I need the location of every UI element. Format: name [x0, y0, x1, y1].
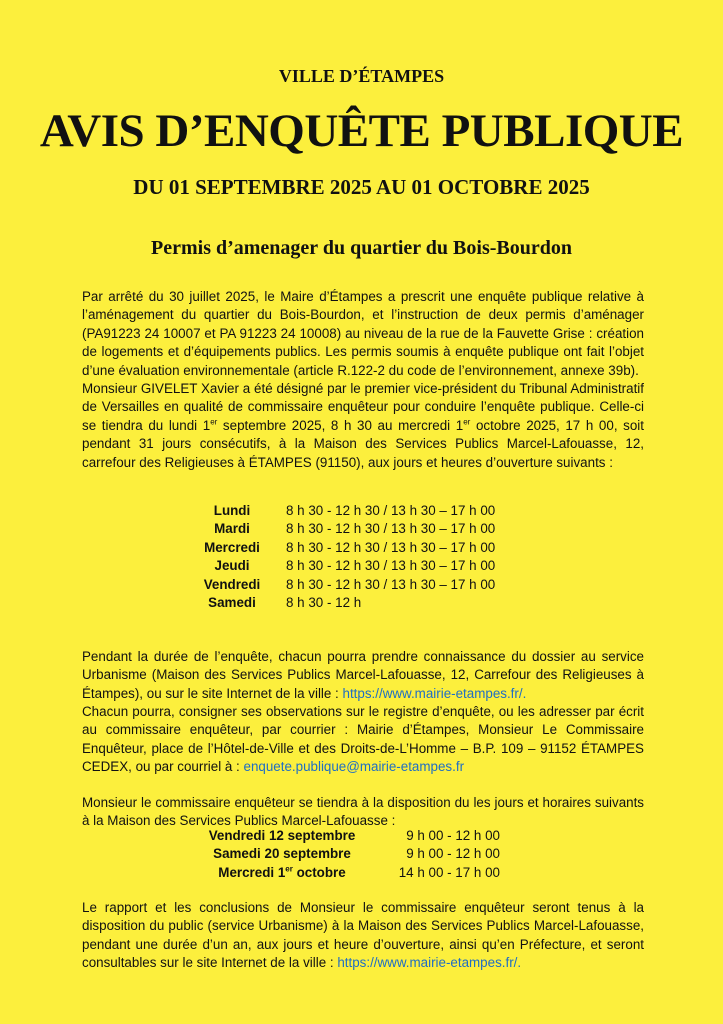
day-label: Vendredi: [203, 576, 261, 592]
consultation-paragraph: [82, 648, 644, 703]
permanence-day: Vendredi 12 septembre: [208, 828, 356, 843]
hours-value: 8 h 30 - 12 h 30 / 13 h 30 – 17 h 00: [286, 539, 496, 555]
table-row: [200, 845, 500, 863]
hours-value: 8 h 30 - 12 h 30 / 13 h 30 – 17 h 00: [286, 503, 496, 518]
inquiry-dates: DU 01 SEPTEMBRE 2025 AU 01 OCTOBRE 2025: [133, 175, 590, 199]
permanence-table: [200, 827, 500, 882]
intro-text-1: Par arrêté du 30 juillet 2025, le Maire d’Étampes a prescrit une enquête publique relative à l’aménagement du quartier du Bois-Bourdon, et l’instruction de deux permis d’aménager (PA91223 24 10007 et PA 91223 24 10008) au niveau de la rue de la Fauvette Grise : création de logements et d’équipements publics. Les permis soumis à enquête publique ont fait l’objet d’une évaluation environnementale (article R.122-2 du code de l’environnement, annexe 39b).: [82, 289, 644, 378]
commissioner-text-b: septembre 2025, 8 h 30 au mercredi 1: [217, 417, 464, 433]
page-title: AVIS D’ENQUÊTE PUBLIQUE: [39, 105, 684, 157]
hours-value: 8 h 30 - 12 h 30 / 13 h 30 – 17 h 00: [286, 558, 496, 574]
consultation-text: Pendant la durée de l’enquête, chacun pourra prendre connaissance du dossier au service Urbanisme (Maison des Services Publics Marcel-Lafouasse, 12, Carrefour des Religieuses à Étampes), ou sur le site Internet de la ville :: [82, 649, 644, 701]
commissioner-text-c: octobre 2025, 17 h 00, soit pendant 31 jours consécutifs, à la Maison des Services Publics Marcel-Lafouasse, 12, carrefour des Religieuses à ÉTAMPES (91150), aux jours et heures d’ouverture suivants :: [82, 417, 644, 470]
inquiry-subject: Permis d’amenager du quartier du Bois-Bourdon: [151, 237, 572, 259]
intro-paragraph: [82, 288, 644, 380]
city-heading: VILLE D’ÉTAMPES: [278, 66, 445, 86]
website-link[interactable]: https://www.mairie-etampes.fr/.: [342, 685, 527, 701]
availability-paragraph: [82, 794, 644, 831]
permanence-day: Mercredi 1er octobre: [218, 864, 346, 880]
table-row: [196, 594, 495, 612]
day-label: Lundi: [213, 503, 251, 518]
table-row: [196, 557, 495, 575]
commissioner-text-a: Monsieur GIVELET Xavier a été désigné par le premier vice-président du Tribunal Administratif de Versailles en qualité de commissaire enquêteur pour conduire l’enquête publique. Celle-ci se tiendra du lundi 1: [82, 381, 644, 433]
observations-text: Chacun pourra, consigner ses observations sur le registre d’enquête, ou les adresser par écrit au commissaire enquêteur, par courrier : Mairie d’Étampes, Monsieur Le Commissaire Enquêteur, place de l’Hôtel-de-Ville et des Droits-de-L’Homme – B.P. 109 – 91152 ÉTAMPES CEDEX, ou par courriel à :: [82, 704, 644, 775]
permanence-day: Samedi 20 septembre: [213, 846, 351, 862]
email-link[interactable]: enquete.publique@mairie-etampes.fr: [243, 759, 465, 775]
opening-hours-table: [196, 502, 495, 612]
day-label: Mardi: [214, 521, 250, 537]
hours-value: 8 h 30 - 12 h: [286, 595, 362, 611]
day-label: Mercredi: [204, 539, 260, 555]
closing-paragraph: [82, 899, 644, 973]
permanence-hours: 9 h 00 - 12 h 00: [406, 828, 500, 843]
ordinal-sup: er: [463, 417, 471, 427]
day-label: Jeudi: [214, 558, 250, 574]
permanence-hours: 9 h 00 - 12 h 00: [406, 846, 500, 862]
table-row: [200, 864, 500, 882]
observations-paragraph: [82, 703, 644, 777]
hours-value: 8 h 30 - 12 h 30 / 13 h 30 – 17 h 00: [286, 576, 496, 592]
table-row: [196, 502, 495, 520]
closing-text: Le rapport et les conclusions de Monsieur le commissaire enquêteur seront tenus à la disposition du public (service Urbanisme) à la Maison des Services Publics Marcel-Lafouasse, pendant une durée d’un an, aux jours et heure d’ouverture, ainsi qu’en Préfecture, et seront consultables sur le site Internet de la ville :: [82, 900, 644, 971]
website-link[interactable]: https://www.mairie-etampes.fr/.: [337, 955, 522, 971]
hours-value: 8 h 30 - 12 h 30 / 13 h 30 – 17 h 00: [286, 521, 496, 537]
table-row: [196, 576, 495, 594]
availability-text: Monsieur le commissaire enquêteur se tiendra à la disposition du les jours et horaires suivants à la Maison des Services Publics Marcel-Lafouasse :: [82, 795, 644, 829]
table-row: [200, 827, 500, 845]
day-label: Samedi: [208, 595, 256, 611]
permanence-hours: 14 h 00 - 17 h 00: [398, 864, 500, 880]
table-row: [196, 539, 495, 557]
commissioner-paragraph: [82, 380, 644, 472]
table-row: [196, 520, 495, 538]
ordinal-sup: er: [210, 417, 218, 427]
